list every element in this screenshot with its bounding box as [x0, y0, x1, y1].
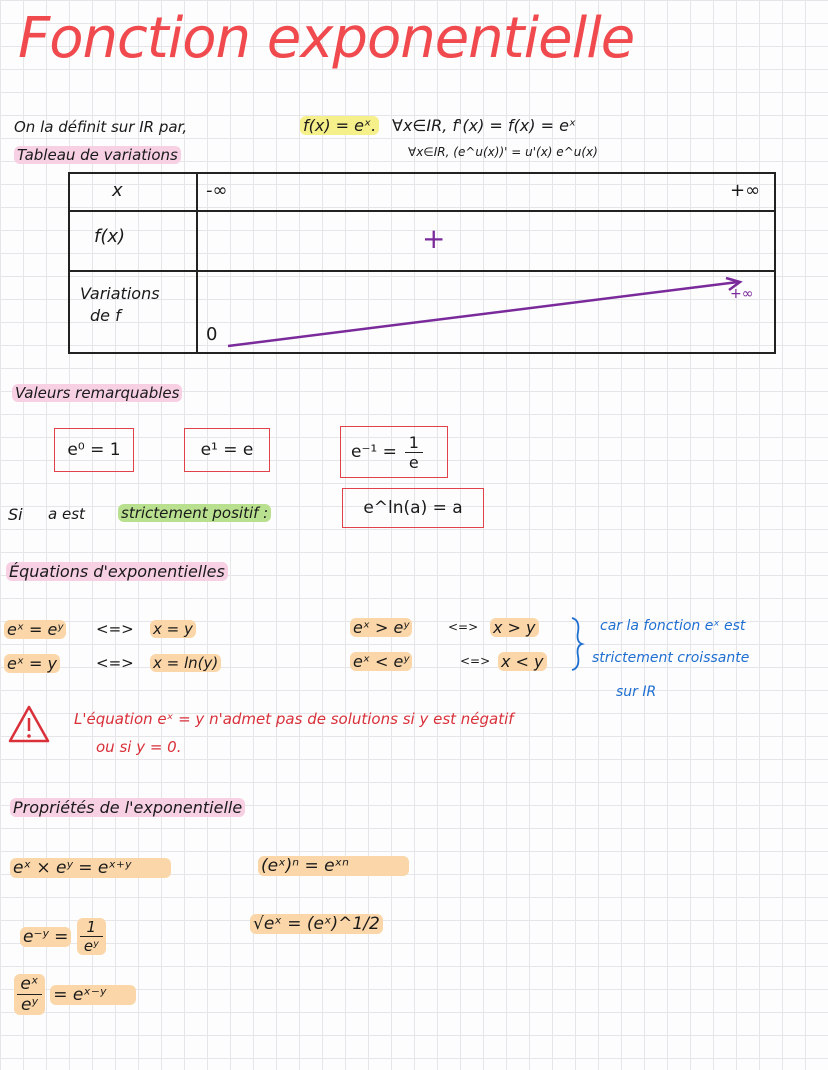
variations-label: Variations: [80, 284, 160, 303]
eq3-left: eˣ > eʸ: [350, 618, 412, 637]
note-line-2: strictement croissante: [592, 650, 750, 666]
start-value: 0: [206, 324, 218, 345]
eq2-right: x = ln(y): [150, 654, 221, 672]
warning-line-2: ou si y = 0.: [96, 738, 182, 756]
derivative-u-formula: ∀x∈IR, (e^u(x))' = u'(x) e^u(x): [408, 145, 598, 159]
remarkable-e0: e⁰ = 1: [54, 428, 134, 472]
fraction-1-over-e: [405, 433, 423, 472]
condition-a: a est: [48, 505, 85, 523]
eq3-right: x > y: [490, 618, 539, 637]
condition-strict: strictement positif :: [118, 504, 271, 522]
plus-infinity: +∞: [730, 180, 761, 201]
property-2: (eˣ)ⁿ = eˣⁿ: [258, 856, 409, 876]
property-1: eˣ × eʸ = eˣ⁺ʸ: [10, 858, 171, 878]
remarkable-e-minus-1: [340, 426, 448, 478]
curly-brace: [566, 616, 588, 672]
property-5-num: eˣ: [20, 974, 39, 994]
variation-table: [68, 172, 776, 354]
de-f-label: de f: [90, 306, 121, 325]
fraction-num: 1: [408, 432, 419, 452]
property-5: [14, 974, 136, 1015]
property-5-den: eʸ: [17, 994, 42, 1015]
eq1-arrow: <=>: [96, 620, 134, 638]
property-3: [20, 918, 106, 955]
equations-heading: Équations d'exponentielles: [6, 562, 228, 581]
warning-triangle-icon: [8, 704, 50, 744]
note-line-3: sur IR: [616, 684, 657, 700]
remarkable-heading: Valeurs remarquables: [12, 384, 182, 402]
condition-si: Si: [8, 505, 23, 524]
eq3-arrow: <=>: [448, 620, 479, 634]
eq2-left: eˣ = y: [4, 654, 60, 673]
property-5-right: = eˣ⁻ʸ: [50, 985, 136, 1005]
remarkable-e-ln-a: e^ln(a) = a: [342, 488, 484, 528]
e-minus-1-left: e⁻¹ =: [351, 442, 397, 462]
definition-intro: On la définit sur IR par,: [14, 118, 188, 136]
fx-label: f(x): [94, 226, 126, 247]
fraction-den: e: [405, 452, 423, 472]
eq1-right: x = y: [150, 620, 196, 638]
property-3-den: eʸ: [80, 936, 103, 955]
definition-formula: f(x) = eˣ.: [300, 116, 379, 135]
eq4-left: eˣ < eʸ: [350, 652, 412, 671]
note-line-1: car la fonction eˣ est: [600, 618, 746, 634]
eq2-arrow: <=>: [96, 654, 134, 672]
eq1-left: eˣ = eʸ: [4, 620, 66, 639]
page-title: Fonction exponentielle: [18, 6, 635, 71]
variation-table-heading: Tableau de variations: [14, 146, 181, 164]
property-3-fraction: [77, 918, 106, 955]
eq4-right: x < y: [498, 652, 547, 671]
increasing-arrow: [70, 174, 776, 354]
x-label: x: [112, 180, 123, 201]
properties-heading: Propriétés de l'exponentielle: [10, 798, 245, 817]
eq4-arrow: <=>: [460, 654, 491, 668]
minus-infinity: -∞: [206, 180, 228, 201]
property-3-num: 1: [86, 918, 97, 936]
warning-line-1: L'équation eˣ = y n'admet pas de solutions si y est négatif: [74, 710, 514, 728]
remarkable-e1: e¹ = e: [184, 428, 270, 472]
property-3-left: e⁻ʸ =: [20, 927, 71, 947]
property-5-fraction: [14, 974, 45, 1015]
property-4: √eˣ = (eˣ)^1/2: [250, 914, 383, 934]
derivative-formula: ∀x∈IR, f'(x) = f(x) = eˣ: [392, 116, 577, 135]
end-value: +∞: [730, 286, 754, 302]
sign-plus: +: [422, 222, 446, 255]
